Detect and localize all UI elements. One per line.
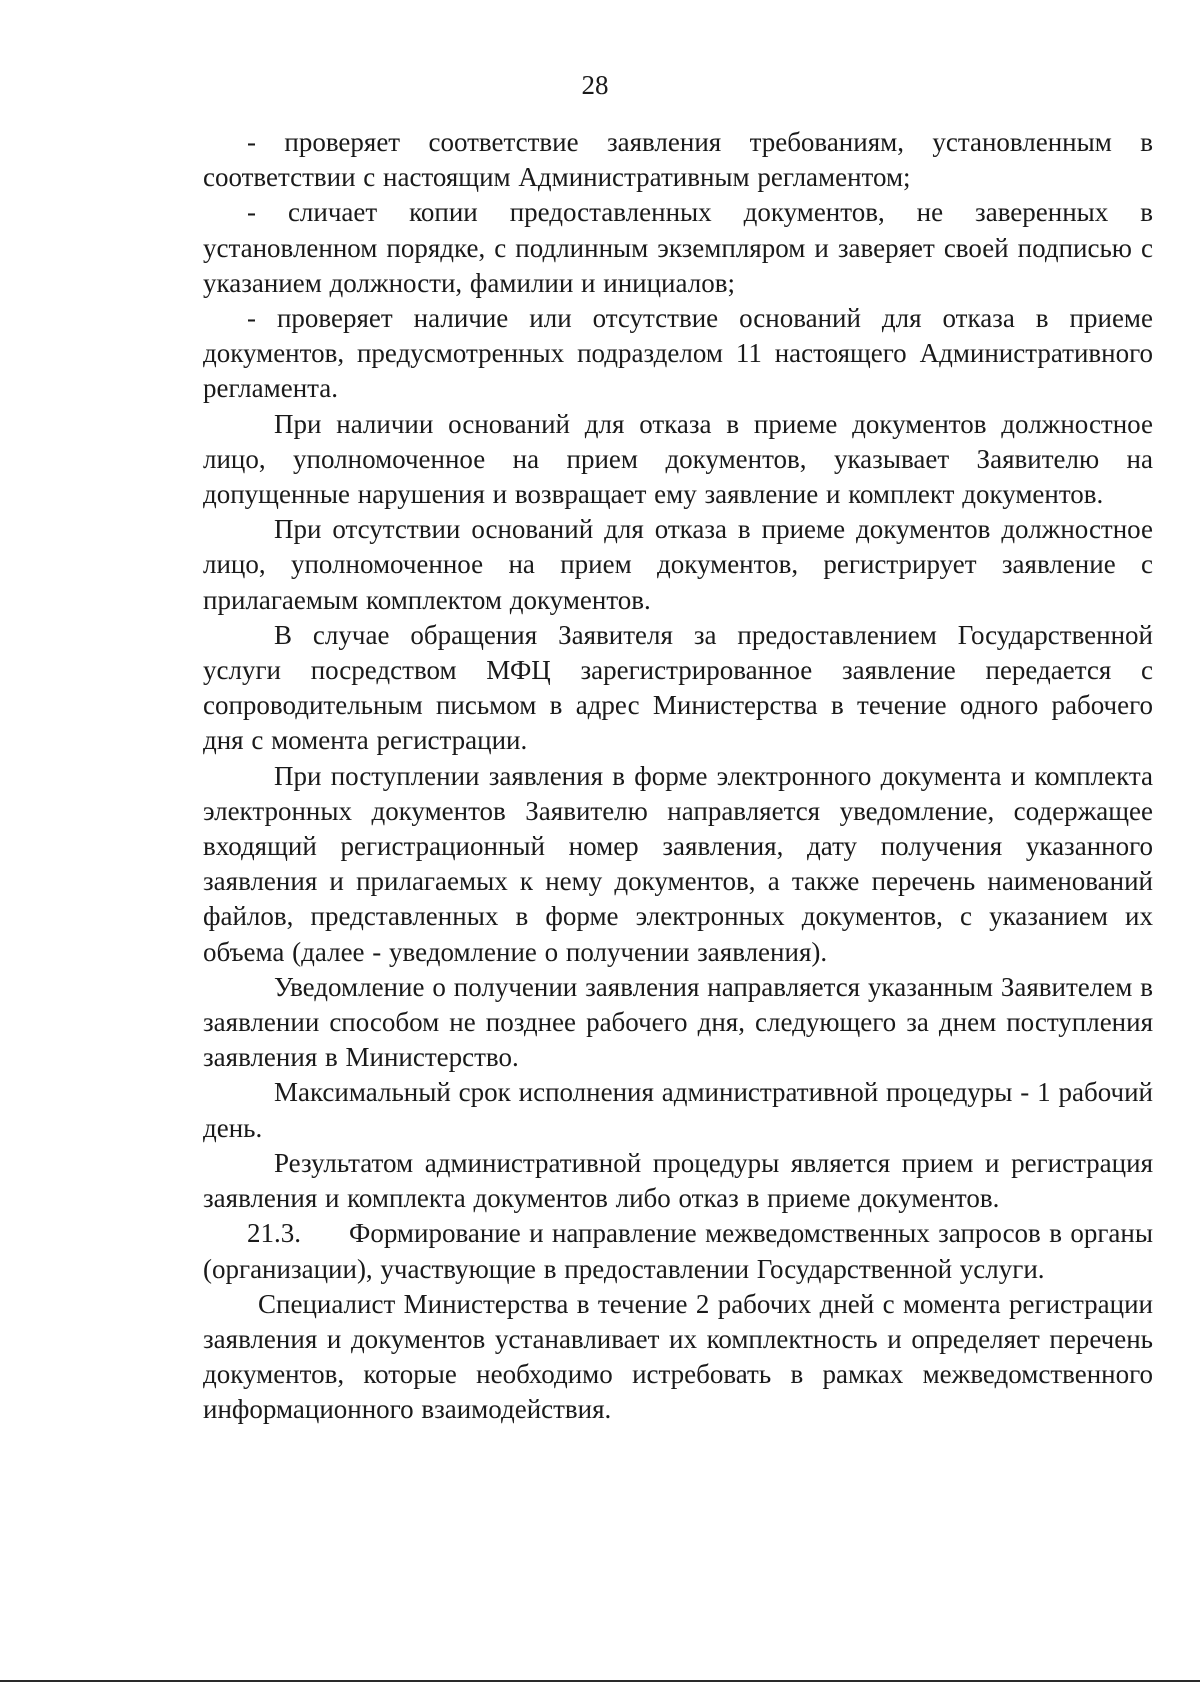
section-title: Формирование и направление межведомственных запросов в органы (организации), участвующие в предоставлении Государственной услуги. [203, 1218, 1153, 1284]
paragraph-no-refusal-grounds: При отсутствии оснований для отказа в приеме документов должностное лицо, уполномоченное на прием документов, регистрирует заявление с прилагаемым комплектом документов. [203, 514, 1153, 615]
paragraph-result: Результатом административной процедуры является прием и регистрация заявления и комплекта документов либо отказ в приеме документов. [203, 1147, 1153, 1214]
paragraph-check-compliance: - проверяет соответствие заявления требованиям, установленным в соответствии с настоящим Административным регламентом; [203, 127, 1153, 193]
paragraph-mfc-application: В случае обращения Заявителя за предоставлением Государственной услуги посредством МФЦ зарегистрированное заявление передается с сопроводительным письмом в адрес Министерства в течение одного рабочего дня с момента регистрации. [203, 619, 1153, 756]
paragraph-compare-copies: - сличает копии предоставленных документов, не заверенных в установленном порядке, с подлинным экземпляром и заверяет своей подписью с указанием должности, фамилии и инициалов; [203, 197, 1153, 298]
paragraph-refusal-grounds: При наличии оснований для отказа в приеме документов должностное лицо, уполномоченное на прием документов, указывает Заявителю на допущенные нарушения и возвращает ему заявление и комплект документов. [203, 408, 1153, 510]
page-number: 28 [581, 70, 609, 100]
paragraph-notification: Уведомление о получении заявления направляется указанным Заявителем в заявлении способом не позднее рабочего дня, следующего за днем поступления заявления в Министерство. [203, 971, 1153, 1073]
paragraph-specialist: Специалист Министерства в течение 2 рабочих дней с момента регистрации заявления и документов устанавливает их комплектность и определяет перечень документов, которые необходимо истребовать в рамках межведомственного информационного взаимодействия. [203, 1288, 1153, 1425]
paragraph-check-grounds: - проверяет наличие или отсутствие оснований для отказа в приеме документов, предусмотренных подразделом 11 настоящего Административного регламента. [203, 303, 1153, 404]
bottom-divider [0, 1680, 1200, 1682]
paragraph-electronic-application: При поступлении заявления в форме электронного документа и комплекта электронных документов Заявителю направляется уведомление, содержащее входящий регистрационный номер заявления, дату получения указанного заявления и прилагаемых к нему документов, а также перечень наименований файлов, представленных в форме электронных документов, с указанием их объема (далее - уведомление о получении заявления). [203, 760, 1153, 967]
section-number: 21.3. [247, 1218, 301, 1249]
paragraph-max-term: Максимальный срок исполнения административной процедуры - 1 рабочий день. [203, 1077, 1153, 1143]
section-heading [203, 1216, 1153, 1286]
document-body [203, 125, 1153, 1428]
